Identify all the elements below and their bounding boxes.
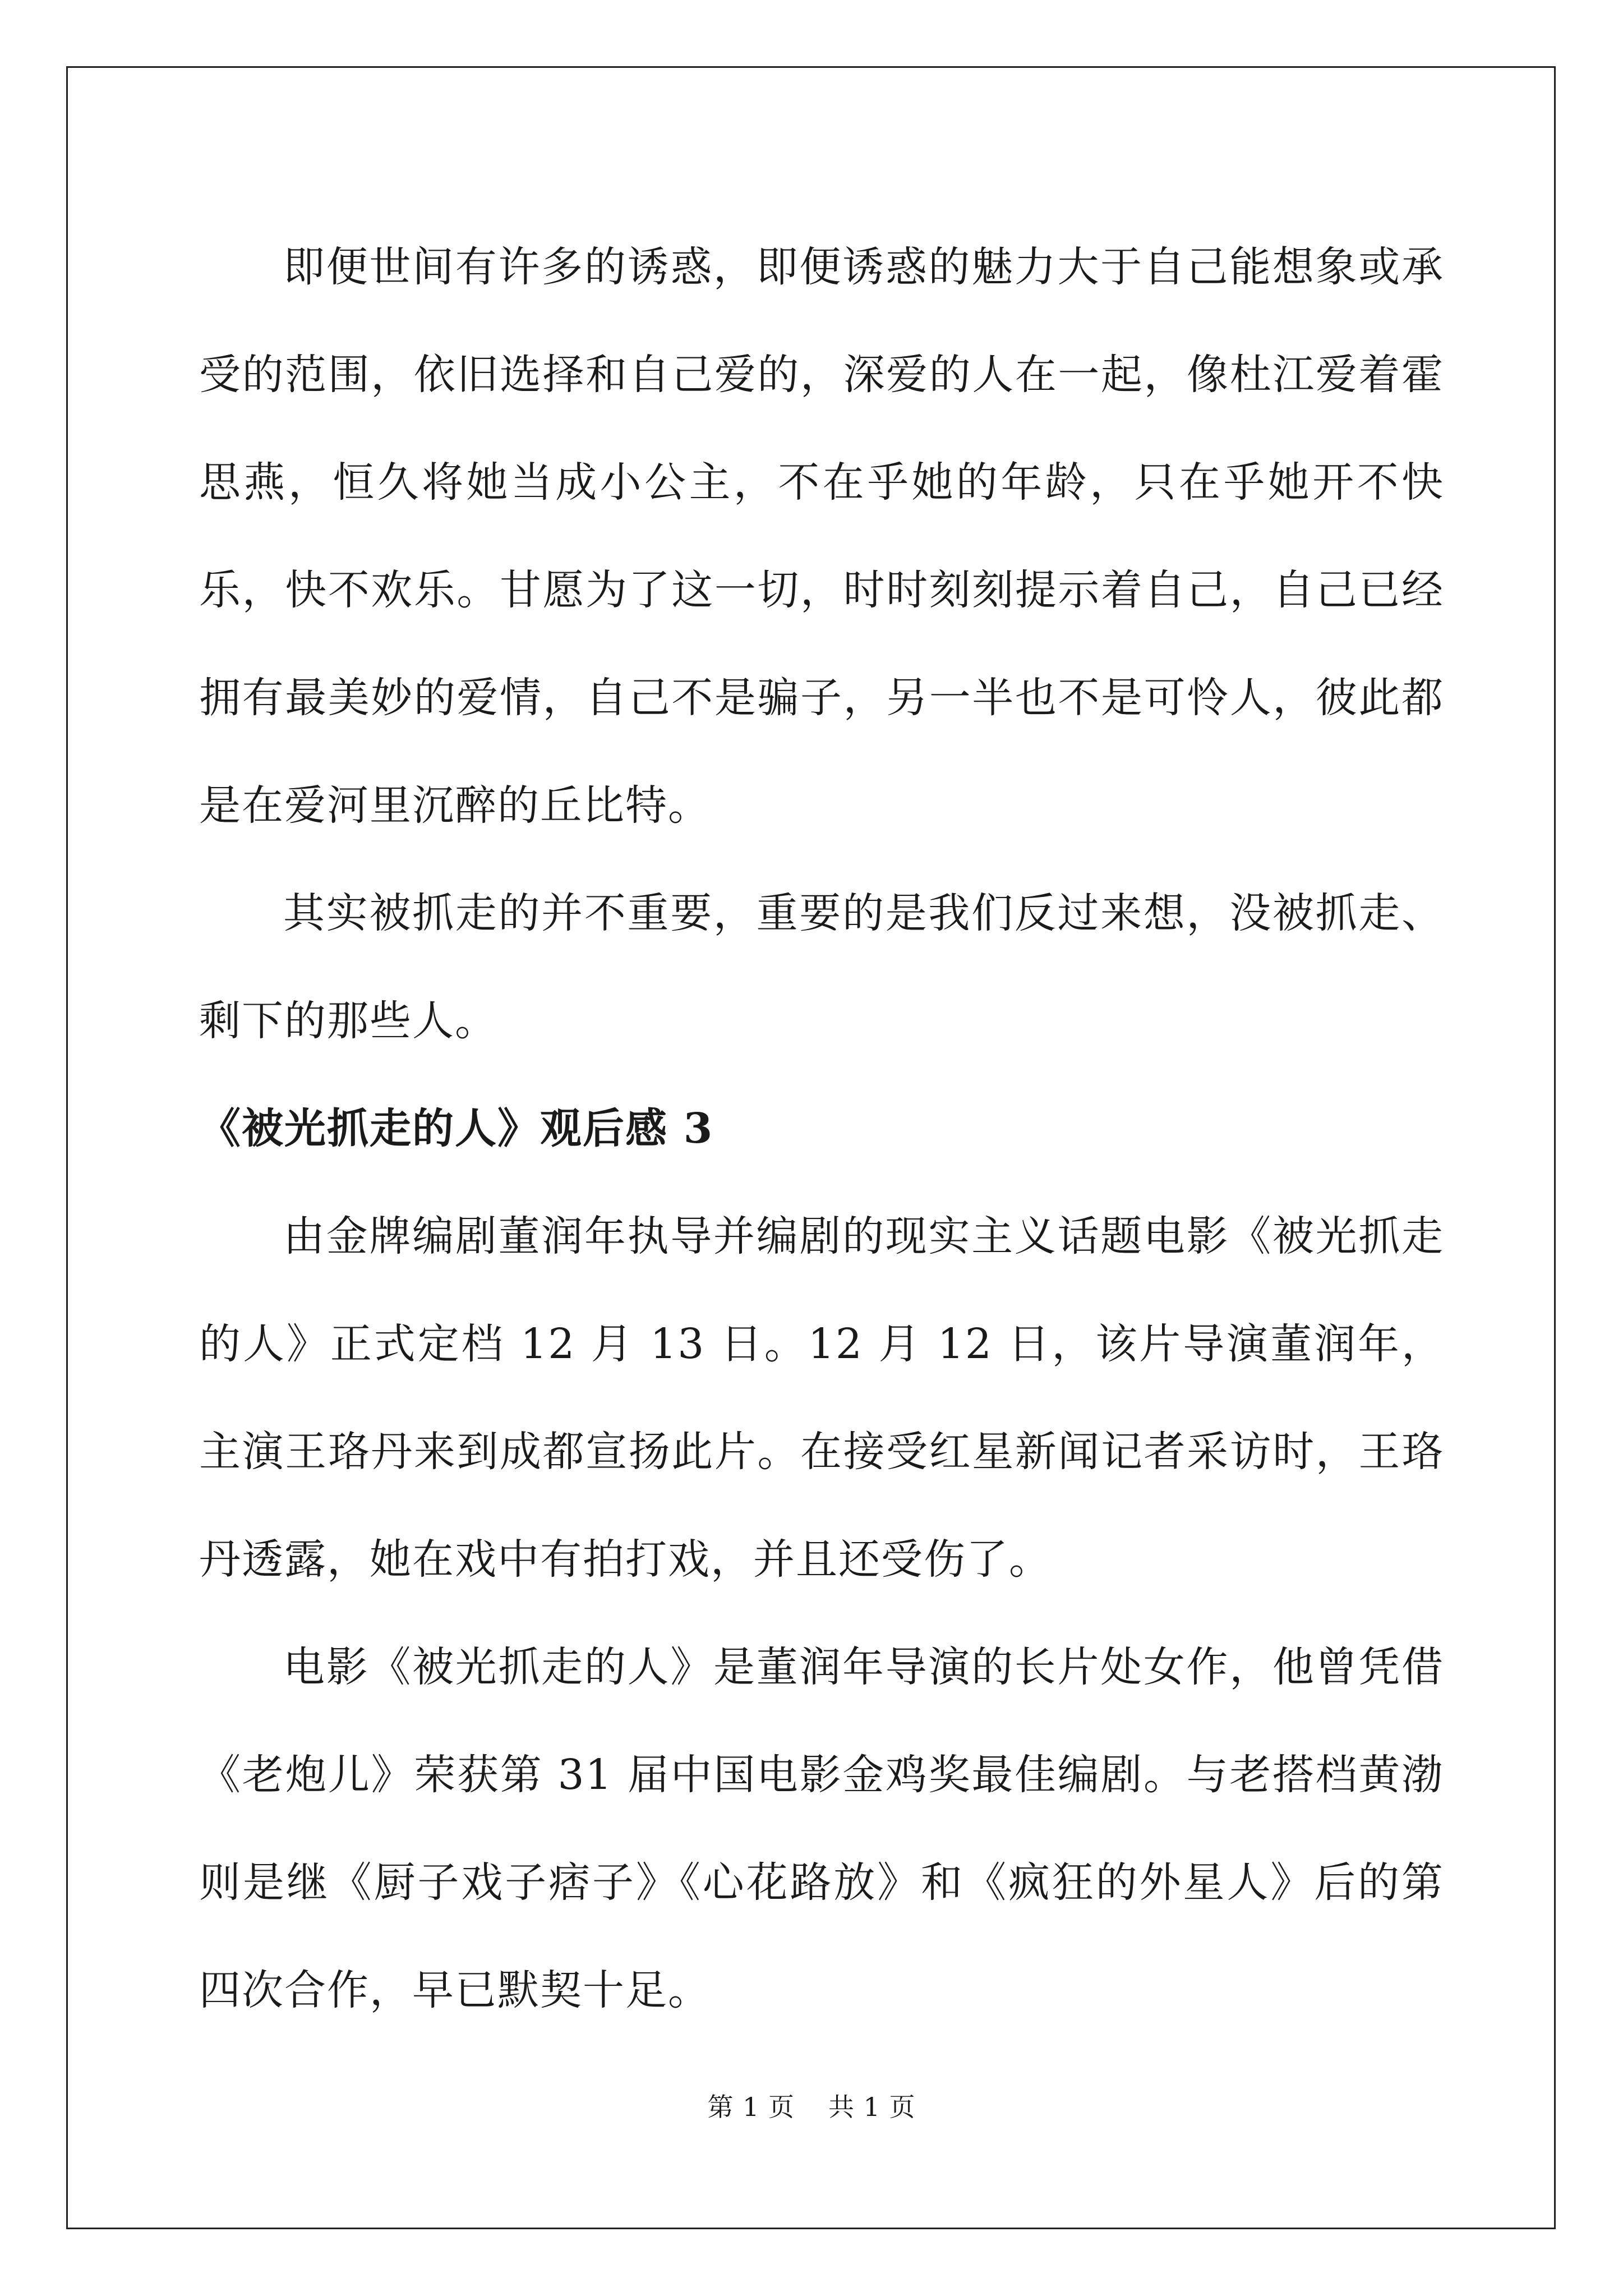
page-total: 共 1 页 (828, 2092, 916, 2122)
section-heading: 《被光抓走的人》观后感 3 (199, 1105, 714, 1153)
paragraph: 电影《被光抓走的人》是董润年导演的长片处女作，他曾凭借《老炮儿》荣获第 31 届中国电影金鸡奖最佳编剧。与老搭档黄渤则是继《厨子戏子痞子》《心花路放》和《疯狂的外星人》后的第四次合作，早已默契十足。 (199, 1643, 1444, 2014)
document-body (199, 213, 1444, 2044)
page-footer (0, 2090, 1623, 2124)
paragraph: 其实被抓走的并不重要，重要的是我们反过来想，没被抓走、剩下的那些人。 (199, 889, 1444, 1045)
paragraph: 由金牌编剧董润年执导并编剧的现实主义话题电影《被光抓走的人》正式定档 12 月 13 日。12 月 12 日，该片导演董润年，主演王珞丹来到成都宣扬此片。在接受红星新闻记者采访时，王珞丹透露，她在戏中有拍打戏，并且还受伤了。 (199, 1212, 1444, 1584)
paragraph: 即便世间有许多的诱惑，即便诱惑的魅力大于自己能想象或承受的范围，依旧选择和自己爱的，深爱的人在一起，像杜江爱着霍思燕，恒久将她当成小公主，不在乎她的年龄，只在乎她开不快乐，快不欢乐。甘愿为了这一切，时时刻刻提示着自己，自己已经拥有最美妙的爱情，自己不是骗子，另一半也不是可怜人，彼此都是在爱河里沉醉的丘比特。 (199, 243, 1444, 830)
page-number: 第 1 页 (707, 2092, 795, 2122)
